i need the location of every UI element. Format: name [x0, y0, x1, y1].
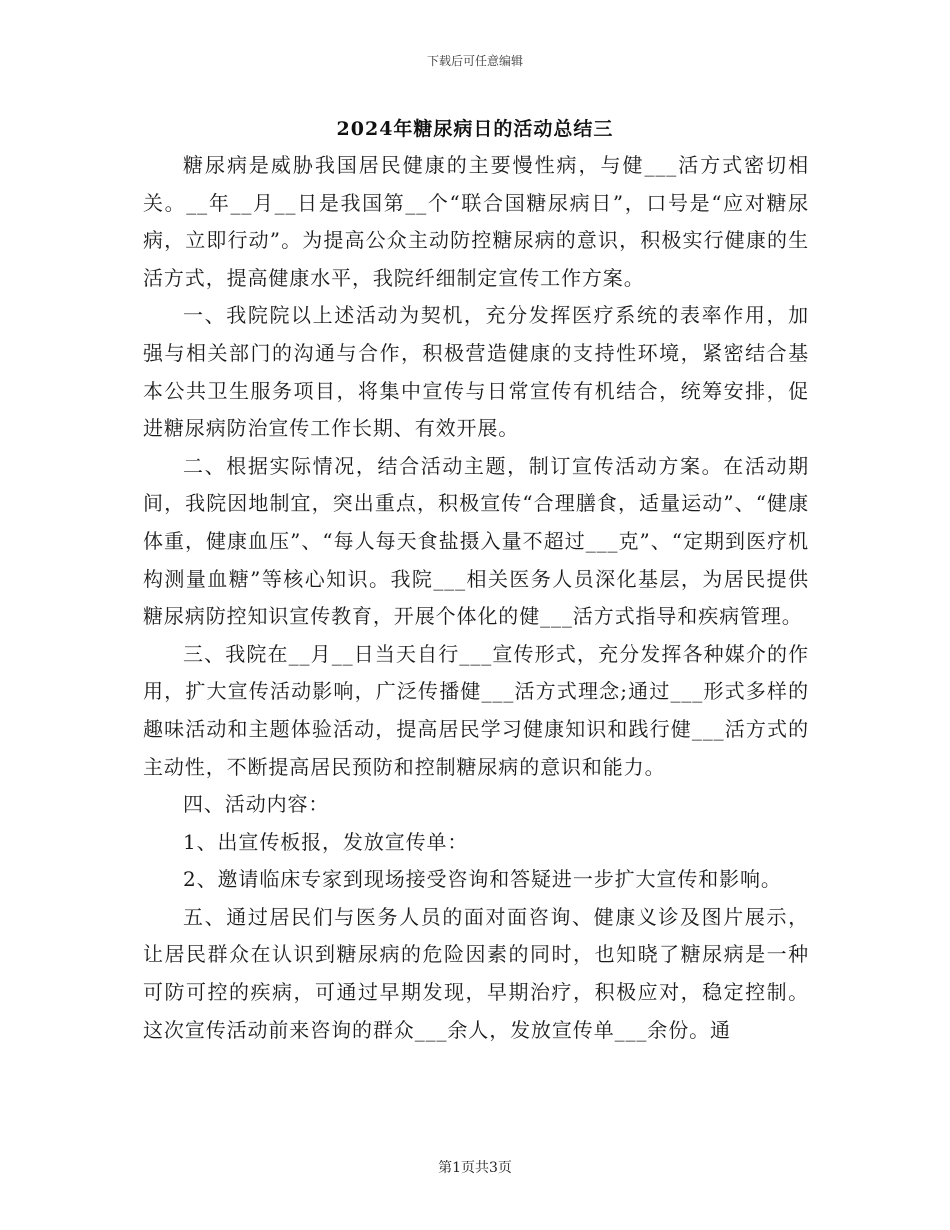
paragraph-section-2: 二、根据实际情况，结合活动主题，制订宣传活动方案。在活动期间，我院因地制宜，突出重点，积极宣传“合理膳食，适量运动”、“健康体重，健康血压”、“每人每天食盐摄入量不超过___克”、“定期到医疗机构测量血糖”等核心知识。我院___相关医务人员深化基层，为居民提供糖尿病防控知识宣传教育，开展个体化的健___活方式指导和疾病管理。 — [143, 453, 809, 629]
paragraph-section-4-heading: 四、活动内容： — [183, 792, 330, 817]
paragraph-section-1: 一、我院院以上述活动为契机，充分发挥医疗系统的表率作用，加强与相关部门的沟通与合作，积极营造健康的支持性环境，紧密结合基本公共卫生服务项目，将集中宣传与日常宣传有机结合，统筹安排，促进糖尿病防治宣传工作长期、有效开展。 — [143, 303, 809, 441]
document-title: 2024年糖尿病日的活动总结三 — [336, 118, 614, 140]
document-body — [143, 147, 809, 1049]
page-footer-number: 第1页共3页 — [438, 1160, 512, 1176]
page-header-note: 下载后可任意编辑 — [426, 54, 523, 68]
paragraph-section-3: 三、我院在__月__日当天自行___宣传形式，充分发挥各种媒介的作用，扩大宣传活动影响，广泛传播健___活方式理念;通过___形式多样的趣味活动和主题体验活动，提高居民学习健康知识和践行健___活方式的主动性，不断提高居民预防和控制糖尿病的意识和能力。 — [143, 641, 809, 779]
paragraph-list-item-1: 1、出宣传板报，发放宣传单： — [183, 829, 469, 854]
paragraph-list-item-2: 2、邀请临床专家到现场接受咨询和答疑进一步扩大宣传和影响。 — [183, 867, 782, 892]
paragraph-intro: 糖尿病是威胁我国居民健康的主要慢性病，与健___活方式密切相关。__年__月__日是我国第__个“联合国糖尿病日”，口号是“应对糖尿病，立即行动”。为提高公众主动防控糖尿病的意识，积极实行健康的生活方式，提高健康水平，我院纤细制定宣传工作方案。 — [143, 153, 809, 290]
paragraph-section-5: 五、通过居民们与医务人员的面对面咨询、健康义诊及图片展示，让居民群众在认识到糖尿病的危险因素的同时，也知晓了糖尿病是一种可防可控的疾病，可通过早期发现，早期治疗，积极应对，稳定控制。这次宣传活动前来咨询的群众___余人，发放宣传单___余份。通 — [143, 904, 809, 1042]
